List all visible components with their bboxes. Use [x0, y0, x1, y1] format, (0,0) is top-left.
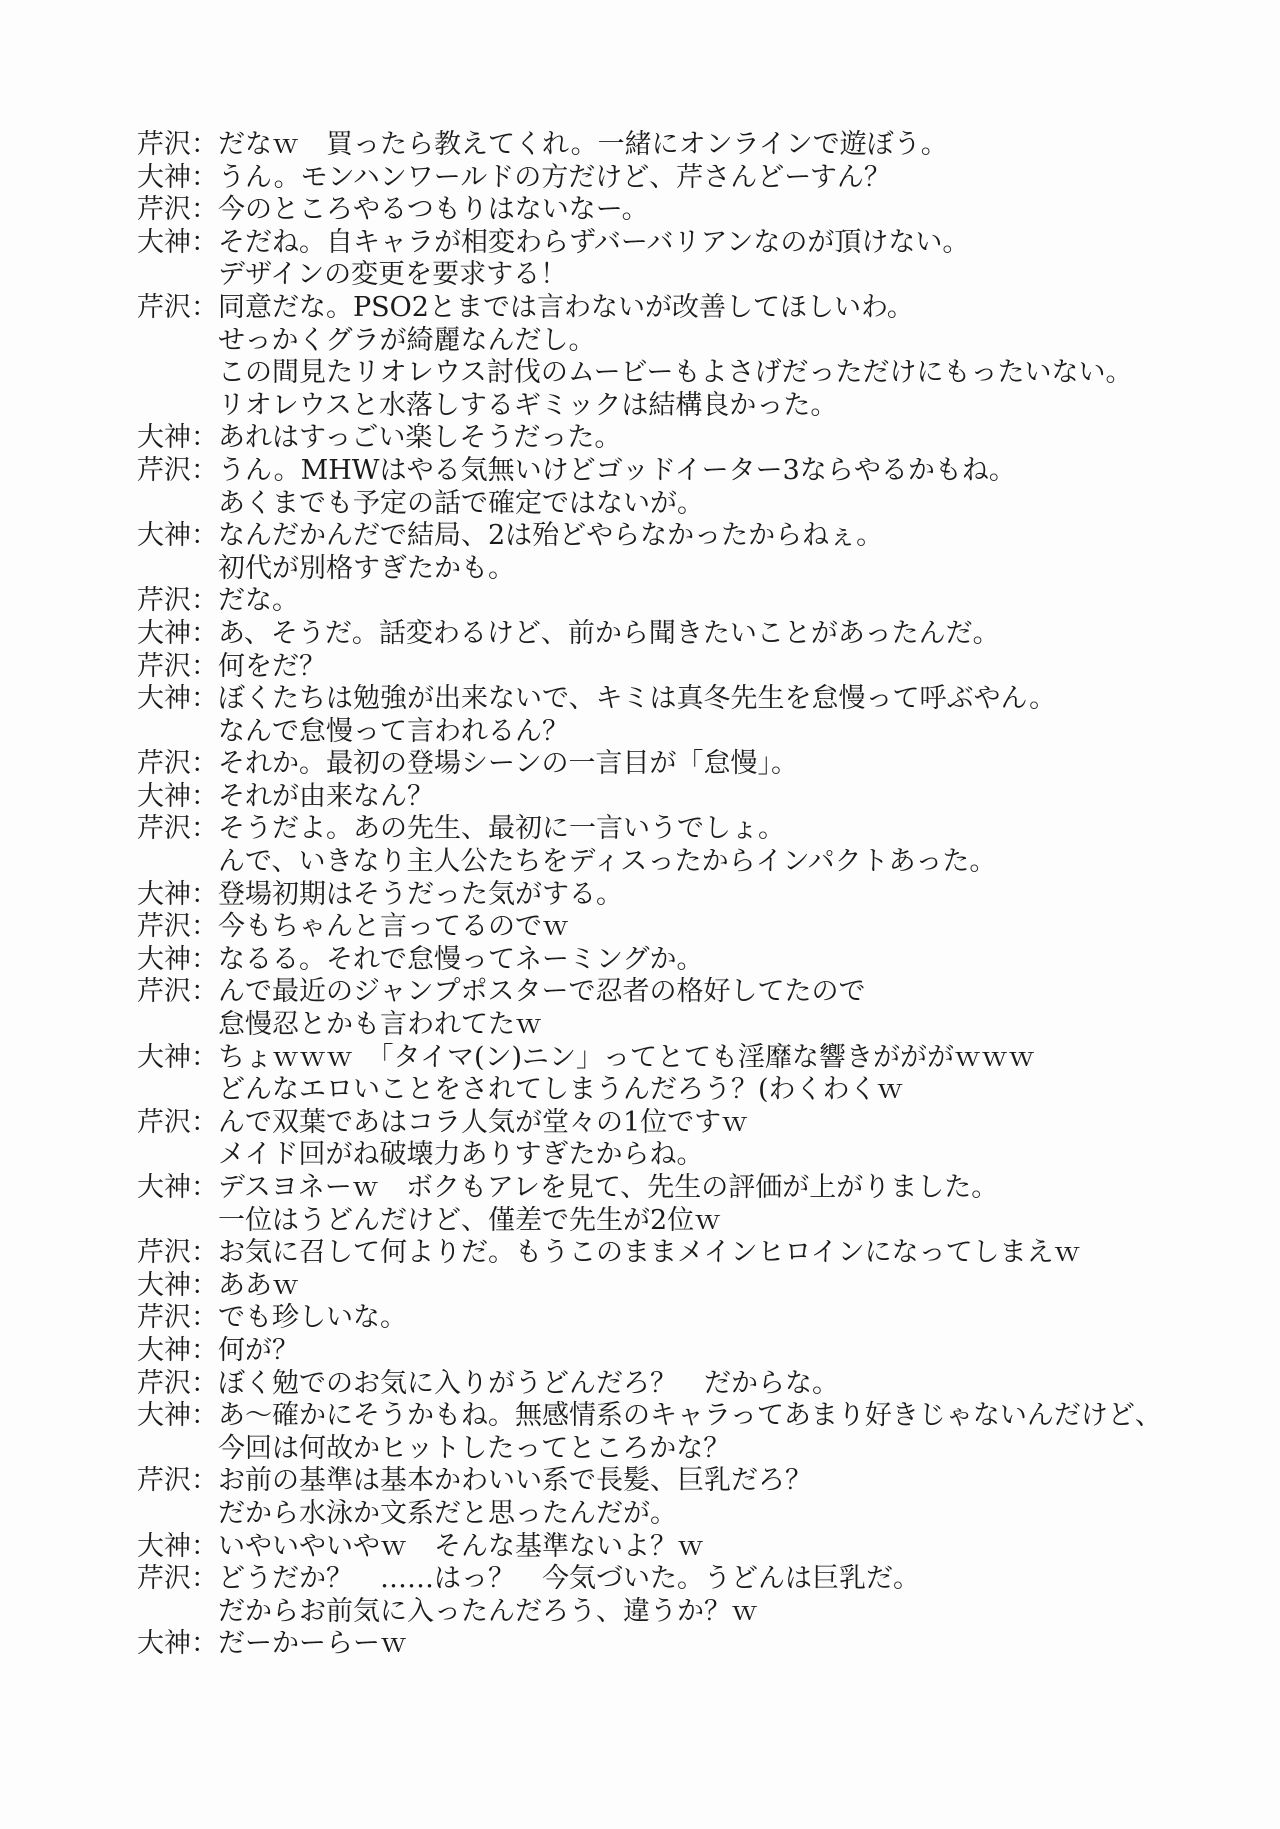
speaker-separator: ： — [191, 1106, 218, 1138]
speaker-name — [137, 422, 218, 455]
dialogue-line: それが由来なん？ — [218, 780, 434, 812]
dialogue-line: お気に召して何よりだ。もうこのままメインヒロインになってしまえｗ — [218, 1237, 1081, 1269]
dialogue-line: ちょｗｗｗ 「タイマ(ン)ニン」ってとても淫靡な響きがががｗｗｗ — [218, 1041, 1036, 1073]
speaker-name — [137, 1172, 218, 1205]
dialogue-line: んで、いきなり主人公たちをディスったからインパクトあった。 — [218, 846, 997, 878]
speaker-label: 芹沢 — [137, 1106, 191, 1138]
speaker-label: 大神 — [137, 520, 191, 552]
dialogue-line: そだね。自キャラが相変わらずバーバリアンなのが頂けない。 — [218, 226, 970, 258]
speaker-label: 芹沢 — [137, 1367, 191, 1399]
speaker-label: 芹沢 — [137, 911, 191, 943]
dialogue-entry — [137, 1172, 1257, 1237]
dialogue-lines — [218, 976, 1257, 1041]
dialogue-line: んで最近のジャンプポスターで忍者の格好してたので — [218, 976, 866, 1008]
speaker-separator: ： — [191, 1628, 218, 1660]
dialogue-entry — [137, 1237, 1257, 1270]
dialogue-line: うん。MHWはやる気無いけどゴッドイーター3ならやるかもね。 — [218, 454, 1016, 486]
dialogue-lines — [218, 1335, 1257, 1368]
speaker-label: 芹沢 — [137, 291, 191, 323]
dialogue-line: だなｗ 買ったら教えてくれ。一緒にオンラインで遊ぼう。 — [218, 129, 948, 160]
dialogue-entry — [137, 944, 1257, 977]
dialogue-lines — [218, 1628, 1257, 1661]
dialogue-lines — [218, 1302, 1257, 1335]
dialogue-lines — [218, 1172, 1257, 1237]
speaker-name — [137, 1563, 218, 1596]
speaker-separator: ： — [191, 1367, 218, 1399]
dialogue-lines — [218, 422, 1257, 455]
dialogue-transcript — [137, 129, 1257, 1661]
dialogue-line: デスヨネーｗ ボクもアレを見て、先生の評価が上がりました。 — [218, 1172, 999, 1203]
speaker-separator: ： — [191, 1400, 218, 1432]
speaker-label: 芹沢 — [137, 976, 191, 1008]
speaker-separator: ： — [191, 1172, 218, 1203]
speaker-separator: ： — [191, 1465, 218, 1497]
dialogue-entry — [137, 227, 1257, 292]
dialogue-line: でも珍しいな。 — [218, 1302, 407, 1334]
dialogue-line: いやいやいやｗ そんな基準ないよ？ｗ — [218, 1530, 704, 1562]
dialogue-line: あ～確かにそうかもね。無感情系のキャラってあまり好きじゃないんだけど、 — [218, 1400, 1162, 1432]
dialogue-line: 初代が別格すぎたかも。 — [218, 552, 515, 584]
speaker-name — [137, 1237, 218, 1270]
speaker-separator: ： — [191, 780, 218, 812]
dialogue-entry — [137, 1531, 1257, 1564]
dialogue-line: だからお前気に入ったんだろう、違うか？ｗ — [218, 1595, 758, 1627]
speaker-label: 大神 — [137, 1269, 191, 1301]
speaker-name — [137, 1107, 218, 1140]
dialogue-line: んで双葉であはコラ人気が堂々の1位ですｗ — [218, 1106, 749, 1138]
dialogue-line: だから水泳か文系だと思ったんだが。 — [218, 1497, 677, 1529]
speaker-label: 大神 — [137, 617, 191, 649]
dialogue-lines — [218, 1400, 1257, 1465]
dialogue-entry — [137, 781, 1257, 814]
speaker-separator: ： — [191, 1530, 218, 1562]
speaker-separator: ： — [191, 617, 218, 649]
dialogue-lines — [218, 227, 1257, 292]
speaker-separator: ： — [191, 585, 218, 617]
speaker-separator: ： — [191, 813, 218, 845]
speaker-label: 大神 — [137, 1334, 191, 1366]
dialogue-entry — [137, 292, 1257, 422]
speaker-separator: ： — [191, 748, 218, 780]
dialogue-entry — [137, 1628, 1257, 1661]
dialogue-lines — [218, 748, 1257, 781]
speaker-label: 芹沢 — [137, 1563, 191, 1595]
dialogue-entry — [137, 455, 1257, 520]
speaker-label: 大神 — [137, 1400, 191, 1432]
dialogue-lines — [218, 879, 1257, 912]
dialogue-line: どうだか？ ……はっ？ 今気づいた。うどんは巨乳だ。 — [218, 1563, 920, 1595]
dialogue-lines — [218, 683, 1257, 748]
dialogue-entry — [137, 129, 1257, 162]
dialogue-lines — [218, 651, 1257, 684]
dialogue-entry — [137, 748, 1257, 781]
dialogue-lines — [218, 1270, 1257, 1303]
dialogue-lines — [218, 585, 1257, 618]
dialogue-lines — [218, 292, 1257, 422]
dialogue-entry — [137, 1563, 1257, 1628]
dialogue-line: そうだよ。あの先生、最初に一言いうでしょ。 — [218, 813, 785, 845]
speaker-name — [137, 227, 218, 260]
dialogue-entry — [137, 911, 1257, 944]
speaker-separator: ： — [191, 291, 218, 323]
speaker-name — [137, 651, 218, 684]
speaker-label: 芹沢 — [137, 813, 191, 845]
dialogue-lines — [218, 194, 1257, 227]
dialogue-line: メイド回がね破壊力ありすぎたからね。 — [218, 1139, 704, 1171]
speaker-label: 大神 — [137, 422, 191, 454]
dialogue-lines — [218, 1563, 1257, 1628]
dialogue-line: 今のところやるつもりはないなー。 — [218, 194, 649, 226]
speaker-name — [137, 1335, 218, 1368]
dialogue-entry — [137, 879, 1257, 912]
speaker-name — [137, 748, 218, 781]
speaker-name — [137, 1531, 218, 1564]
dialogue-lines — [218, 1107, 1257, 1172]
dialogue-line: なんだかんだで結局、2は殆どやらなかったからねぇ。 — [218, 520, 884, 552]
speaker-separator: ： — [191, 454, 218, 486]
speaker-separator: ： — [191, 1302, 218, 1334]
dialogue-line: うん。モンハンワールドの方だけど、芹さんどーすん？ — [218, 161, 891, 193]
dialogue-line: ぼく勉でのお気に入りがうどんだろ？ だからな。 — [218, 1367, 839, 1399]
speaker-separator: ： — [191, 683, 218, 715]
dialogue-line: 登場初期はそうだった気がする。 — [218, 878, 623, 910]
dialogue-entry — [137, 651, 1257, 684]
dialogue-line: 同意だな。PSO2とまでは言わないが改善してほしいわ。 — [218, 291, 914, 323]
dialogue-entry — [137, 618, 1257, 651]
dialogue-line: デザインの変更を要求する！ — [218, 259, 568, 291]
dialogue-entry — [137, 1042, 1257, 1107]
speaker-label: 大神 — [137, 1172, 191, 1203]
dialogue-line: ああｗ — [218, 1269, 299, 1301]
speaker-label: 芹沢 — [137, 650, 191, 682]
dialogue-entry — [137, 1368, 1257, 1401]
dialogue-line: だーかーらーｗ — [218, 1628, 407, 1660]
speaker-name — [137, 879, 218, 912]
dialogue-line: 怠慢忍とかも言われてたｗ — [218, 1009, 542, 1041]
dialogue-line: 何が？ — [218, 1334, 299, 1366]
dialogue-entry — [137, 585, 1257, 618]
dialogue-entry — [137, 422, 1257, 455]
speaker-label: 芹沢 — [137, 1465, 191, 1497]
dialogue-entry — [137, 520, 1257, 585]
dialogue-line: せっかくグラが綺麗なんだし。 — [218, 324, 596, 356]
speaker-separator: ： — [191, 194, 218, 226]
dialogue-entry — [137, 976, 1257, 1041]
speaker-label: 芹沢 — [137, 585, 191, 617]
speaker-label: 大神 — [137, 878, 191, 910]
dialogue-lines — [218, 455, 1257, 520]
speaker-label: 大神 — [137, 1041, 191, 1073]
dialogue-entry — [137, 194, 1257, 227]
dialogue-entry — [137, 1465, 1257, 1530]
speaker-label: 芹沢 — [137, 1302, 191, 1334]
speaker-name — [137, 1465, 218, 1498]
speaker-separator: ： — [191, 520, 218, 552]
speaker-name — [137, 683, 218, 716]
speaker-name — [137, 1400, 218, 1433]
dialogue-lines — [218, 944, 1257, 977]
speaker-name — [137, 1368, 218, 1401]
dialogue-lines — [218, 1042, 1257, 1107]
dialogue-line: ぼくたちは勉強が出来ないで、キミは真冬先生を怠慢って呼ぶやん。 — [218, 683, 1057, 715]
speaker-name — [137, 162, 218, 195]
dialogue-entry — [137, 1107, 1257, 1172]
speaker-label: 大神 — [137, 226, 191, 258]
speaker-label: 芹沢 — [137, 748, 191, 780]
speaker-name — [137, 976, 218, 1009]
dialogue-entry — [137, 1270, 1257, 1303]
speaker-name — [137, 520, 218, 553]
dialogue-line: なるる。それで怠慢ってネーミングか。 — [218, 943, 704, 975]
dialogue-lines — [218, 1237, 1257, 1270]
speaker-name — [137, 455, 218, 488]
speaker-name — [137, 1628, 218, 1661]
speaker-separator: ： — [191, 1563, 218, 1595]
speaker-label: 芹沢 — [137, 1237, 191, 1269]
dialogue-lines — [218, 911, 1257, 944]
dialogue-line: リオレウスと水落しするギミックは結構良かった。 — [218, 389, 838, 421]
dialogue-lines — [218, 520, 1257, 585]
dialogue-entry — [137, 1335, 1257, 1368]
dialogue-lines — [218, 618, 1257, 651]
dialogue-line: 今回は何故かヒットしたってところかな？ — [218, 1432, 731, 1464]
speaker-label: 芹沢 — [137, 129, 191, 160]
dialogue-line: あくまでも予定の話で確定ではないが。 — [218, 487, 704, 519]
dialogue-line: あ、そうだ。話変わるけど、前から聞きたいことがあったんだ。 — [218, 617, 1000, 649]
dialogue-line: この間見たリオレウス討伐のムービーもよさげだっただけにもったいない。 — [218, 357, 1133, 389]
speaker-label: 芹沢 — [137, 194, 191, 226]
dialogue-line: 一位はうどんだけど、僅差で先生が2位ｗ — [218, 1204, 722, 1236]
speaker-separator: ： — [191, 422, 218, 454]
speaker-label: 大神 — [137, 683, 191, 715]
dialogue-lines — [218, 1465, 1257, 1530]
speaker-separator: ： — [191, 1269, 218, 1301]
speaker-name — [137, 585, 218, 618]
speaker-separator: ： — [191, 911, 218, 943]
dialogue-line: なんで怠慢って言われるん？ — [218, 715, 569, 747]
speaker-separator: ： — [191, 650, 218, 682]
speaker-name — [137, 944, 218, 977]
speaker-separator: ： — [191, 943, 218, 975]
speaker-name — [137, 781, 218, 814]
speaker-name — [137, 194, 218, 227]
speaker-separator: ： — [191, 161, 218, 193]
dialogue-lines — [218, 813, 1257, 878]
dialogue-line: お前の基準は基本かわいい系で長髪、巨乳だろ？ — [218, 1465, 812, 1497]
speaker-separator: ： — [191, 1237, 218, 1269]
speaker-name — [137, 813, 218, 846]
speaker-label: 大神 — [137, 1628, 191, 1660]
dialogue-lines — [218, 781, 1257, 814]
dialogue-lines — [218, 162, 1257, 195]
dialogue-lines — [218, 129, 1257, 162]
speaker-name — [137, 292, 218, 325]
speaker-label: 大神 — [137, 1530, 191, 1562]
speaker-separator: ： — [191, 1041, 218, 1073]
dialogue-line: あれはすっごい楽しそうだった。 — [218, 422, 622, 454]
dialogue-entry — [137, 1400, 1257, 1465]
dialogue-entry — [137, 162, 1257, 195]
speaker-name — [137, 911, 218, 944]
dialogue-lines — [218, 1531, 1257, 1564]
speaker-name — [137, 129, 218, 162]
dialogue-line: それか。最初の登場シーンの一言目が「怠慢」。 — [218, 748, 798, 780]
speaker-name — [137, 1270, 218, 1303]
speaker-name — [137, 1302, 218, 1335]
speaker-name — [137, 1042, 218, 1075]
dialogue-line: 今もちゃんと言ってるのでｗ — [218, 911, 569, 943]
speaker-separator: ： — [191, 1334, 218, 1366]
speaker-separator: ： — [191, 226, 218, 258]
speaker-separator: ： — [191, 878, 218, 910]
speaker-label: 芹沢 — [137, 454, 191, 486]
dialogue-line: だな。 — [218, 585, 299, 617]
dialogue-line: どんなエロいことをされてしまうんだろう？(わくわくｗ — [218, 1074, 904, 1106]
dialogue-lines — [218, 1368, 1257, 1401]
dialogue-line: 何をだ？ — [218, 650, 326, 682]
dialogue-entry — [137, 1302, 1257, 1335]
speaker-name — [137, 618, 218, 651]
dialogue-entry — [137, 813, 1257, 878]
speaker-label: 大神 — [137, 943, 191, 975]
speaker-label: 大神 — [137, 780, 191, 812]
dialogue-entry — [137, 683, 1257, 748]
speaker-label: 大神 — [137, 161, 191, 193]
speaker-separator: ： — [191, 976, 218, 1008]
speaker-separator: ： — [191, 129, 218, 160]
